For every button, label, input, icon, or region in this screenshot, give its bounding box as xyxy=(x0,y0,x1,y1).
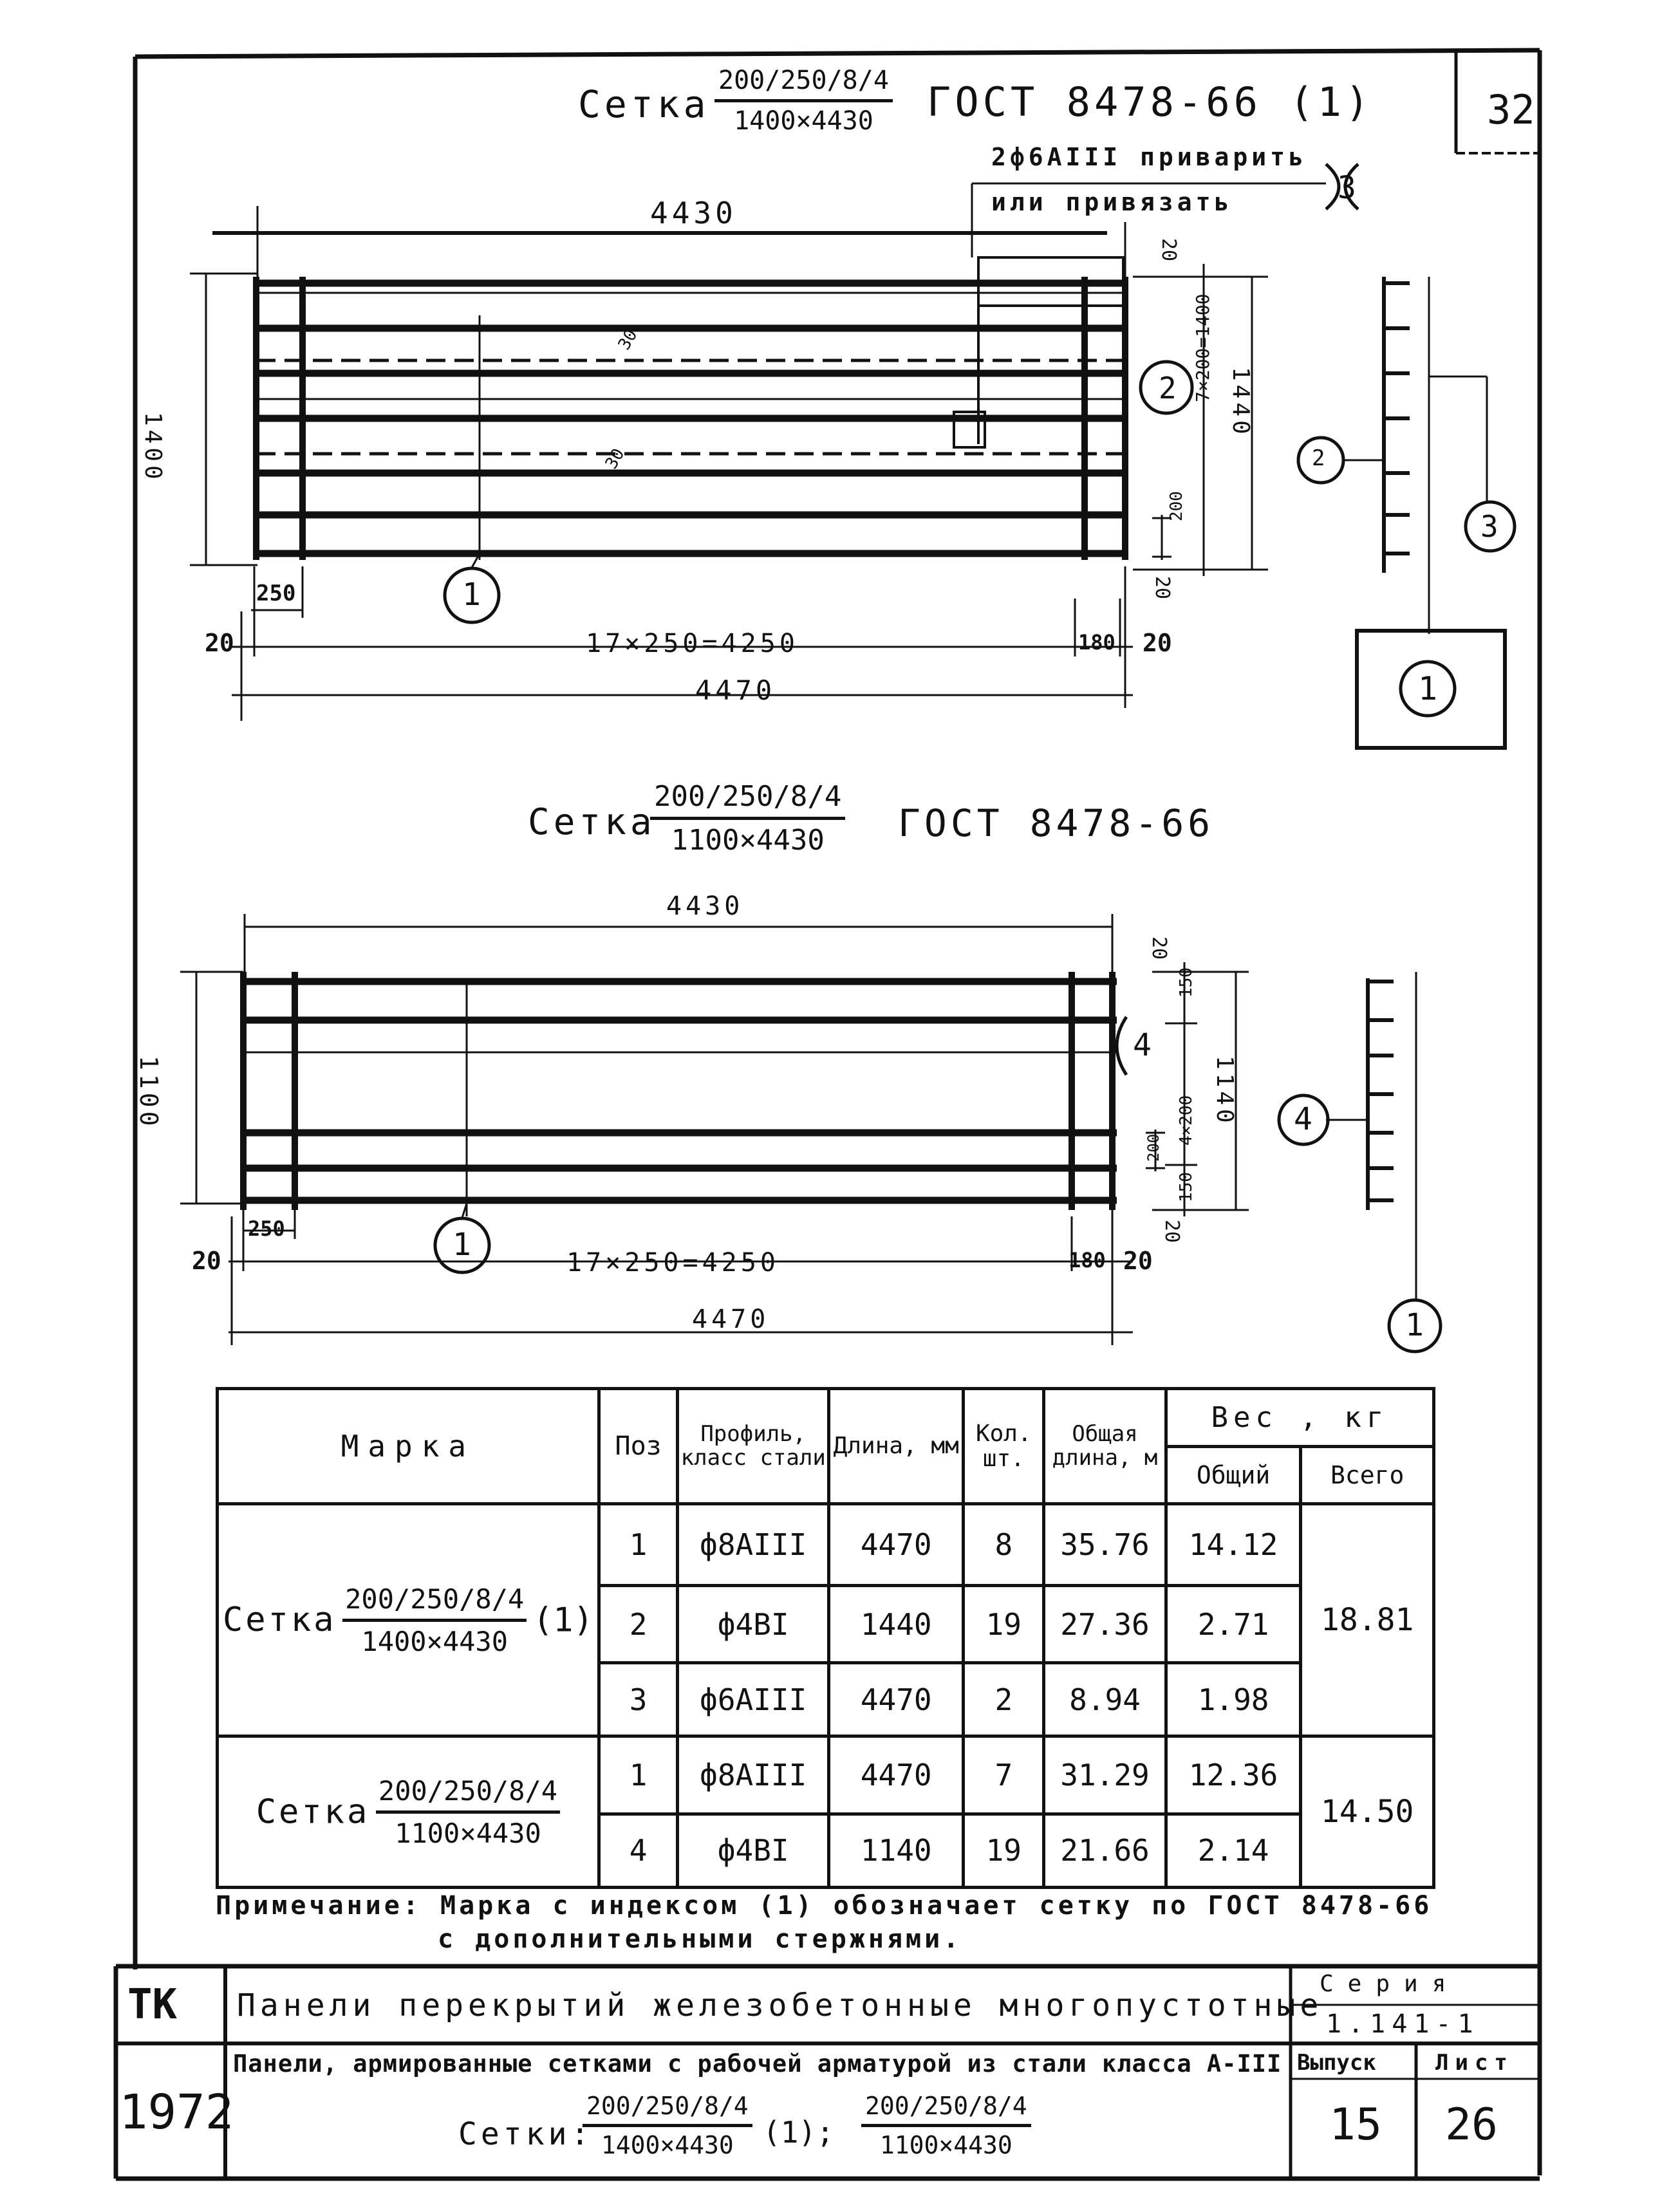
bottom-dim-top: 4430 xyxy=(666,891,744,921)
bottom-title-suffix: ГОСТ 8478-66 xyxy=(898,801,1215,845)
bottom-callout-1: 1 xyxy=(453,1227,471,1263)
cell-weight: 12.36 xyxy=(1166,1736,1301,1814)
bottom-longitudinal-bars xyxy=(243,982,1117,1200)
specification-table xyxy=(216,1387,1435,1889)
top-dim-30b: 30 xyxy=(601,445,629,473)
cell-profile: ф4ВI xyxy=(678,1585,829,1662)
header-poz: Поз xyxy=(599,1389,678,1504)
bottom-title-fraction xyxy=(650,780,845,857)
group1-marka-cell xyxy=(218,1504,599,1736)
series-label: Серия xyxy=(1320,1971,1461,1997)
group2-total: 14.50 xyxy=(1301,1736,1434,1888)
top-title-suffix: ГОСТ 8478-66 (1) xyxy=(927,79,1374,126)
top-title-numerator: 200/250/8/4 xyxy=(714,66,893,102)
cell-profile: ф6АIII xyxy=(678,1663,829,1736)
cell-poz: 2 xyxy=(599,1585,678,1662)
bottom-dim-height: 1100 xyxy=(135,1056,163,1130)
bottom-dim-4x200: 4×200 xyxy=(1177,1095,1196,1146)
bottom-title-numerator: 200/250/8/4 xyxy=(650,780,845,820)
header-profile: Профиль, класс стали xyxy=(678,1389,829,1504)
top-callout-2: 2 xyxy=(1159,371,1177,405)
issue-value: 15 xyxy=(1329,2099,1382,2150)
bottom-title-denominator: 1100×4430 xyxy=(671,824,825,857)
table-row xyxy=(218,1736,1434,1814)
group2-marka-num: 200/250/8/4 xyxy=(376,1775,560,1814)
sheet-label: Лист xyxy=(1435,2050,1514,2076)
group1-marka-suffix: (1) xyxy=(532,1601,593,1640)
bottom-dim-250: 250 xyxy=(248,1216,285,1241)
title-line3-den1: 1400×4430 xyxy=(601,2131,734,2159)
top-callout-3: 3 xyxy=(1338,170,1356,206)
top-title-fraction xyxy=(714,66,893,136)
cell-length: 4470 xyxy=(828,1504,963,1585)
cell-total-length: 8.94 xyxy=(1044,1663,1166,1736)
top-longitudinal-bars xyxy=(256,283,1125,554)
bottom-transverse-bars xyxy=(243,972,1112,1210)
title-line3-num2: 200/250/8/4 xyxy=(861,2092,1031,2127)
top-dim-180: 180 xyxy=(1078,630,1115,655)
bottom-dim-total: 4470 xyxy=(692,1305,770,1334)
top-dim-right-total: 1440 xyxy=(1227,367,1254,438)
top-dim-20b: 20 xyxy=(1151,576,1173,600)
bottom-side-callout-4: 4 xyxy=(1294,1101,1312,1137)
bottom-callout-4: 4 xyxy=(1133,1027,1152,1063)
sheet-value: 26 xyxy=(1445,2099,1498,2150)
top-dim-total: 4470 xyxy=(695,675,776,706)
series-value: 1.141-1 xyxy=(1326,2009,1480,2039)
bottom-dim-180: 180 xyxy=(1069,1248,1106,1272)
title-line3-fraction2 xyxy=(861,2092,1031,2159)
title-year: 1972 xyxy=(119,2085,234,2140)
cell-poz: 1 xyxy=(599,1504,678,1585)
title-line3-den2: 1100×4430 xyxy=(879,2131,1013,2159)
cell-profile: ф4ВI xyxy=(678,1814,829,1887)
cell-length: 4470 xyxy=(828,1663,963,1736)
table-row xyxy=(218,1504,1434,1585)
title-line2: Панели, армированные сетками с рабочей арматурой из стали класса А-III xyxy=(233,2050,1282,2078)
top-side-section xyxy=(1342,277,1487,634)
group1-marka-num: 200/250/8/4 xyxy=(342,1583,527,1622)
header-weight: Вес , кг xyxy=(1166,1389,1433,1447)
cell-total-length: 35.76 xyxy=(1044,1504,1166,1585)
title-line3-prefix: Сетки: xyxy=(458,2116,593,2152)
title-line3-num1: 200/250/8/4 xyxy=(583,2092,752,2127)
cell-qty: 7 xyxy=(964,1736,1044,1814)
note-line1: Примечание: Марка с индексом (1) обозначает сетку по ГОСТ 8478-66 xyxy=(216,1891,1433,1921)
cell-qty: 19 xyxy=(964,1814,1044,1887)
cell-length: 1440 xyxy=(828,1585,963,1662)
top-dim-20a: 20 xyxy=(1157,238,1180,262)
top-dim-right20: 20 xyxy=(1143,629,1172,657)
top-dim-200: 200 xyxy=(1167,491,1186,521)
title-line3-fraction1 xyxy=(583,2092,752,2159)
cell-total-length: 27.36 xyxy=(1044,1585,1166,1662)
note-line2: с дополнительными стержнями. xyxy=(438,1924,962,1954)
top-note-line2: или привязать xyxy=(991,188,1233,216)
top-title-denominator: 1400×4430 xyxy=(734,106,873,136)
cell-poz: 4 xyxy=(599,1814,678,1887)
top-callout-1: 1 xyxy=(462,577,481,613)
top-side-callout-2: 2 xyxy=(1312,445,1325,471)
title-tk: ТК xyxy=(127,1981,178,2029)
table-header-row xyxy=(218,1389,1434,1447)
top-dim-top: 4430 xyxy=(650,196,737,230)
top-dim-right-inner: 7×200=1400 xyxy=(1192,293,1213,402)
group1-marka-den: 1400×4430 xyxy=(361,1625,508,1657)
group1-marka-prefix: Сетка xyxy=(222,1601,337,1640)
title-line3-mid: (1); xyxy=(763,2115,834,2150)
cell-qty: 8 xyxy=(964,1504,1044,1585)
bottom-dim-spacing: 17×250=4250 xyxy=(566,1248,779,1278)
cell-qty: 19 xyxy=(964,1585,1044,1662)
header-weight-all: Всего xyxy=(1301,1446,1434,1504)
cell-weight: 1.98 xyxy=(1166,1663,1301,1736)
cell-length: 4470 xyxy=(828,1736,963,1814)
header-marka: Марка xyxy=(218,1389,599,1504)
top-dim-left20: 20 xyxy=(205,629,234,657)
bottom-title-prefix: Сетка xyxy=(528,801,656,843)
group1-total: 18.81 xyxy=(1301,1504,1434,1736)
bottom-dim-20b: 20 xyxy=(1161,1220,1183,1243)
bottom-mesh-drawing xyxy=(180,914,1441,1352)
page-number: 32 xyxy=(1487,86,1535,133)
cell-profile: ф8АIII xyxy=(678,1736,829,1814)
top-dim-250: 250 xyxy=(256,581,296,606)
cell-weight: 2.14 xyxy=(1166,1814,1301,1887)
top-side-callout-3: 3 xyxy=(1480,509,1498,544)
group2-marka-prefix: Сетка xyxy=(256,1792,370,1832)
cell-weight: 2.71 xyxy=(1166,1585,1301,1662)
bottom-dim-right-total: 1140 xyxy=(1211,1056,1238,1127)
bottom-side-section xyxy=(1326,972,1416,1300)
top-dim-spacing: 17×250=4250 xyxy=(586,629,799,658)
bottom-dim-200: 200 xyxy=(1144,1133,1162,1162)
cell-poz: 3 xyxy=(599,1663,678,1736)
bottom-dim-right20: 20 xyxy=(1123,1247,1153,1275)
cell-profile: ф8АIII xyxy=(678,1504,829,1585)
top-note-line1: 2ф6АIII приварить xyxy=(991,143,1307,171)
bottom-side-callout-1: 1 xyxy=(1405,1307,1424,1343)
bottom-dim-20a: 20 xyxy=(1148,936,1170,960)
header-weight-total: Общий xyxy=(1166,1446,1301,1504)
bottom-dim-left20: 20 xyxy=(192,1247,221,1275)
title-line1: Панели перекрытий железобетонные многопустотные xyxy=(237,1987,1323,2024)
top-dim-30a: 30 xyxy=(614,326,642,354)
group2-marka-cell xyxy=(218,1736,599,1888)
header-qty: Кол. шт. xyxy=(964,1389,1044,1504)
group2-marka-den: 1100×4430 xyxy=(395,1817,541,1849)
cell-total-length: 31.29 xyxy=(1044,1736,1166,1814)
header-length: Длина, мм xyxy=(828,1389,963,1504)
top-title-prefix: Сетка xyxy=(578,82,710,126)
cell-total-length: 21.66 xyxy=(1044,1814,1166,1887)
top-dim-height: 1400 xyxy=(140,412,166,483)
bottom-dim-150a: 150 xyxy=(1177,967,1196,998)
cell-poz: 1 xyxy=(599,1736,678,1814)
issue-label: Выпуск xyxy=(1297,2050,1376,2076)
cell-qty: 2 xyxy=(964,1663,1044,1736)
top-side-callout-1: 1 xyxy=(1418,670,1438,707)
cell-length: 1140 xyxy=(828,1814,963,1887)
bottom-dim-150b: 150 xyxy=(1177,1172,1196,1202)
cell-weight: 14.12 xyxy=(1166,1504,1301,1585)
header-total-length: Общая длина, м xyxy=(1044,1389,1166,1504)
